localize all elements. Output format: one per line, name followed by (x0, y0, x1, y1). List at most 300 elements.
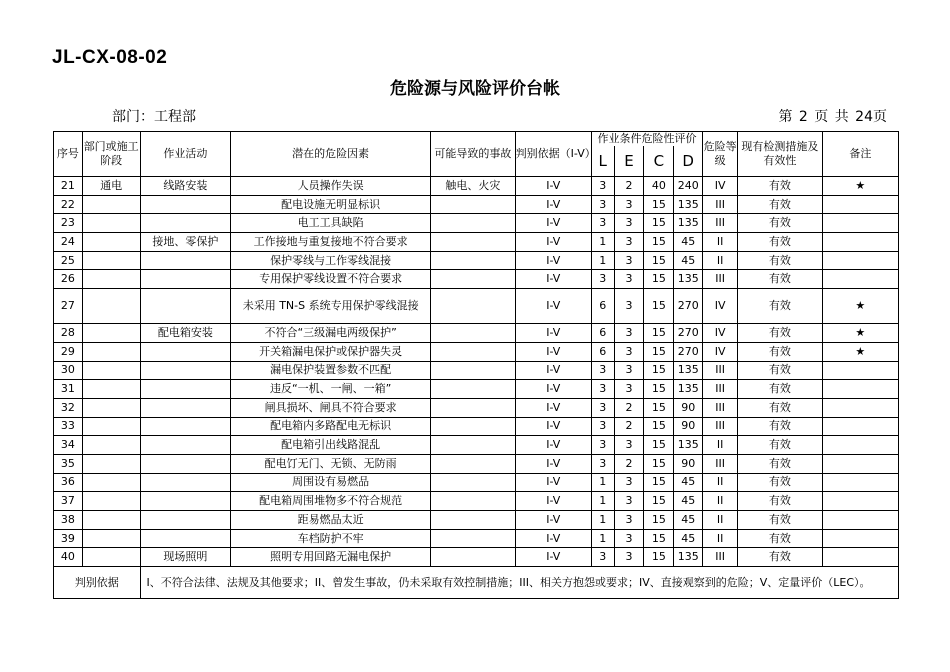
cell-level: IV (703, 289, 738, 324)
cell-stage (82, 548, 140, 567)
page-middle: 页 共 (814, 109, 849, 125)
table-row (54, 195, 899, 214)
cell-control: 有效 (738, 342, 823, 361)
cell-hazard: 照明专用回路无漏电保护 (231, 548, 431, 567)
cell-level: II (703, 473, 738, 492)
cell-D: 45 (674, 473, 703, 492)
cell-L: 6 (591, 289, 614, 324)
cell-stage (82, 380, 140, 399)
cell-accident: 触电、火灾 (431, 177, 516, 196)
cell-activity (140, 195, 231, 214)
cell-level: III (703, 548, 738, 567)
cell-E: 3 (614, 233, 644, 252)
cell-seq: 23 (54, 214, 83, 233)
cell-seq: 27 (54, 289, 83, 324)
cell-stage (82, 361, 140, 380)
document-code: JL-CX-08-02 (52, 47, 168, 68)
cell-accident (431, 270, 516, 289)
table-row (54, 177, 899, 196)
cell-level: II (703, 511, 738, 530)
table-row (54, 289, 899, 324)
cell-hazard: 未采用 TN-S 系统专用保护零线混接 (231, 289, 431, 324)
cell-D: 240 (674, 177, 703, 196)
cell-E: 3 (614, 342, 644, 361)
cell-level: IV (703, 177, 738, 196)
table-row (54, 473, 899, 492)
cell-remark: ★ (822, 324, 898, 343)
cell-L: 3 (591, 270, 614, 289)
cell-hazard: 保护零线与工作零线混接 (231, 251, 431, 270)
cell-control: 有效 (738, 492, 823, 511)
cell-E: 3 (614, 548, 644, 567)
cell-basis: I-V (515, 177, 591, 196)
cell-seq: 28 (54, 324, 83, 343)
header-stage: 部门或施工阶段 (82, 132, 140, 177)
cell-basis: I-V (515, 380, 591, 399)
cell-L: 1 (591, 233, 614, 252)
cell-C: 15 (644, 529, 674, 548)
page-indicator (778, 106, 887, 126)
page-current: 2 (798, 109, 808, 125)
cell-basis: I-V (515, 492, 591, 511)
cell-control: 有效 (738, 177, 823, 196)
cell-stage (82, 289, 140, 324)
cell-accident (431, 417, 516, 436)
cell-C: 15 (644, 511, 674, 530)
cell-hazard: 周围设有易燃品 (231, 473, 431, 492)
cell-seq: 24 (54, 233, 83, 252)
cell-remark: ★ (822, 289, 898, 324)
cell-seq: 39 (54, 529, 83, 548)
cell-basis: I-V (515, 270, 591, 289)
cell-hazard: 工作接地与重复接地不符合要求 (231, 233, 431, 252)
cell-activity (140, 473, 231, 492)
header-level: 危险等级 (703, 132, 738, 177)
cell-D: 135 (674, 436, 703, 455)
table-row (54, 454, 899, 473)
cell-hazard: 配电箱内多路配电无标识 (231, 417, 431, 436)
table-row (54, 380, 899, 399)
cell-hazard: 配电饤无门、无锁、无防雨 (231, 454, 431, 473)
table-row (54, 233, 899, 252)
cell-E: 3 (614, 529, 644, 548)
cell-L: 6 (591, 342, 614, 361)
cell-stage (82, 473, 140, 492)
cell-level: III (703, 195, 738, 214)
cell-control: 有效 (738, 454, 823, 473)
page-suffix: 页 (873, 109, 887, 125)
table-row (54, 529, 899, 548)
cell-level: IV (703, 324, 738, 343)
cell-C: 15 (644, 473, 674, 492)
cell-hazard: 闸具损坏、闸具不符合要求 (231, 398, 431, 417)
cell-hazard: 配电箱引出线路混乱 (231, 436, 431, 455)
cell-basis: I-V (515, 473, 591, 492)
header-L: L (591, 146, 614, 177)
cell-level: III (703, 398, 738, 417)
cell-L: 3 (591, 417, 614, 436)
cell-remark: ★ (822, 342, 898, 361)
cell-L: 3 (591, 454, 614, 473)
cell-accident (431, 342, 516, 361)
ledger-body (54, 177, 899, 567)
cell-seq: 29 (54, 342, 83, 361)
table-row (54, 361, 899, 380)
cell-control: 有效 (738, 289, 823, 324)
cell-E: 2 (614, 177, 644, 196)
cell-D: 45 (674, 251, 703, 270)
table-row (54, 511, 899, 530)
cell-level: III (703, 417, 738, 436)
cell-hazard: 违反“一机、一闸、一箱” (231, 380, 431, 399)
cell-D: 135 (674, 270, 703, 289)
cell-C: 15 (644, 398, 674, 417)
cell-activity (140, 214, 231, 233)
cell-level: II (703, 233, 738, 252)
cell-C: 15 (644, 436, 674, 455)
cell-hazard: 电工工具缺陷 (231, 214, 431, 233)
cell-remark (822, 436, 898, 455)
table-row (54, 342, 899, 361)
table-row (54, 270, 899, 289)
cell-control: 有效 (738, 251, 823, 270)
cell-L: 3 (591, 548, 614, 567)
cell-level: II (703, 492, 738, 511)
cell-control: 有效 (738, 270, 823, 289)
cell-D: 45 (674, 233, 703, 252)
cell-remark (822, 417, 898, 436)
cell-seq: 35 (54, 454, 83, 473)
cell-basis: I-V (515, 417, 591, 436)
cell-C: 15 (644, 251, 674, 270)
cell-C: 15 (644, 548, 674, 567)
cell-hazard: 开关箱漏电保护或保护器失灵 (231, 342, 431, 361)
cell-C: 15 (644, 270, 674, 289)
cell-control: 有效 (738, 214, 823, 233)
cell-E: 3 (614, 511, 644, 530)
cell-E: 3 (614, 195, 644, 214)
cell-basis: I-V (515, 289, 591, 324)
cell-C: 40 (644, 177, 674, 196)
table-row (54, 548, 899, 567)
cell-remark (822, 529, 898, 548)
cell-D: 135 (674, 361, 703, 380)
cell-basis: I-V (515, 195, 591, 214)
cell-activity (140, 454, 231, 473)
cell-seq: 36 (54, 473, 83, 492)
cell-accident (431, 529, 516, 548)
cell-basis: I-V (515, 324, 591, 343)
cell-L: 1 (591, 511, 614, 530)
header-accident: 可能导致的事故 (431, 132, 516, 177)
cell-L: 3 (591, 195, 614, 214)
cell-E: 3 (614, 270, 644, 289)
page-total: 24 (855, 109, 873, 125)
cell-control: 有效 (738, 324, 823, 343)
cell-accident (431, 233, 516, 252)
cell-stage (82, 251, 140, 270)
cell-remark (822, 473, 898, 492)
cell-D: 135 (674, 214, 703, 233)
cell-remark (822, 511, 898, 530)
cell-remark: ★ (822, 177, 898, 196)
cell-activity (140, 398, 231, 417)
header-basis: 判别依据（I-V） (515, 132, 591, 177)
cell-remark (822, 548, 898, 567)
cell-C: 15 (644, 417, 674, 436)
cell-basis: I-V (515, 454, 591, 473)
cell-accident (431, 195, 516, 214)
cell-seq: 21 (54, 177, 83, 196)
cell-activity (140, 436, 231, 455)
cell-basis: I-V (515, 511, 591, 530)
cell-remark (822, 195, 898, 214)
cell-activity: 线路安装 (140, 177, 231, 196)
cell-D: 135 (674, 380, 703, 399)
cell-level: II (703, 251, 738, 270)
cell-stage (82, 270, 140, 289)
cell-activity: 接地、零保护 (140, 233, 231, 252)
table-row (54, 324, 899, 343)
header-activity: 作业活动 (140, 132, 231, 177)
cell-C: 15 (644, 492, 674, 511)
cell-activity (140, 361, 231, 380)
cell-E: 3 (614, 492, 644, 511)
cell-E: 2 (614, 454, 644, 473)
cell-L: 1 (591, 492, 614, 511)
cell-stage (82, 436, 140, 455)
cell-activity (140, 342, 231, 361)
cell-L: 1 (591, 251, 614, 270)
cell-activity (140, 529, 231, 548)
cell-control: 有效 (738, 417, 823, 436)
cell-D: 135 (674, 548, 703, 567)
cell-C: 15 (644, 214, 674, 233)
cell-hazard: 专用保护零线设置不符合要求 (231, 270, 431, 289)
cell-level: III (703, 454, 738, 473)
cell-D: 270 (674, 324, 703, 343)
cell-L: 3 (591, 361, 614, 380)
cell-activity: 配电箱安装 (140, 324, 231, 343)
cell-seq: 25 (54, 251, 83, 270)
cell-remark (822, 492, 898, 511)
cell-basis: I-V (515, 361, 591, 380)
risk-ledger-table (53, 131, 899, 599)
cell-E: 3 (614, 436, 644, 455)
header-control: 现有检测措施及有效性 (738, 132, 823, 177)
cell-D: 90 (674, 454, 703, 473)
cell-C: 15 (644, 361, 674, 380)
cell-basis: I-V (515, 529, 591, 548)
cell-hazard: 车档防护不牢 (231, 529, 431, 548)
cell-activity (140, 492, 231, 511)
cell-C: 15 (644, 380, 674, 399)
cell-control: 有效 (738, 436, 823, 455)
cell-stage (82, 324, 140, 343)
cell-level: II (703, 436, 738, 455)
cell-remark (822, 270, 898, 289)
cell-C: 15 (644, 454, 674, 473)
cell-E: 3 (614, 214, 644, 233)
cell-remark (822, 251, 898, 270)
cell-stage (82, 195, 140, 214)
cell-accident (431, 380, 516, 399)
cell-activity: 现场照明 (140, 548, 231, 567)
cell-control: 有效 (738, 398, 823, 417)
table-row (54, 417, 899, 436)
cell-D: 45 (674, 529, 703, 548)
cell-level: III (703, 270, 738, 289)
cell-basis: I-V (515, 548, 591, 567)
cell-E: 2 (614, 417, 644, 436)
cell-activity (140, 289, 231, 324)
cell-L: 1 (591, 473, 614, 492)
cell-level: IV (703, 342, 738, 361)
page-prefix: 第 (778, 109, 793, 125)
cell-accident (431, 214, 516, 233)
cell-L: 3 (591, 177, 614, 196)
cell-remark (822, 398, 898, 417)
cell-L: 1 (591, 529, 614, 548)
cell-remark (822, 214, 898, 233)
cell-accident (431, 361, 516, 380)
cell-accident (431, 511, 516, 530)
cell-hazard: 人员操作失误 (231, 177, 431, 196)
cell-E: 3 (614, 473, 644, 492)
cell-C: 15 (644, 195, 674, 214)
header-C: C (644, 146, 674, 177)
cell-stage (82, 342, 140, 361)
cell-level: III (703, 361, 738, 380)
header-hazard: 潜在的危险因素 (231, 132, 431, 177)
cell-D: 45 (674, 511, 703, 530)
cell-D: 90 (674, 417, 703, 436)
department-label: 部门：工程部 (112, 109, 196, 125)
cell-seq: 22 (54, 195, 83, 214)
cell-activity (140, 251, 231, 270)
cell-E: 3 (614, 361, 644, 380)
cell-seq: 34 (54, 436, 83, 455)
cell-remark (822, 361, 898, 380)
header-D: D (674, 146, 703, 177)
cell-stage (82, 454, 140, 473)
cell-control: 有效 (738, 233, 823, 252)
cell-accident (431, 289, 516, 324)
cell-accident (431, 548, 516, 567)
cell-D: 90 (674, 398, 703, 417)
cell-E: 3 (614, 324, 644, 343)
cell-remark (822, 233, 898, 252)
table-row (54, 251, 899, 270)
cell-stage: 通电 (82, 177, 140, 196)
table-row (54, 214, 899, 233)
table-row (54, 436, 899, 455)
cell-L: 3 (591, 398, 614, 417)
cell-L: 3 (591, 436, 614, 455)
table-row (54, 492, 899, 511)
cell-seq: 31 (54, 380, 83, 399)
cell-activity (140, 511, 231, 530)
cell-C: 15 (644, 342, 674, 361)
table-row (54, 398, 899, 417)
cell-hazard: 距易燃品太近 (231, 511, 431, 530)
header-E: E (614, 146, 644, 177)
cell-stage (82, 529, 140, 548)
cell-control: 有效 (738, 361, 823, 380)
cell-L: 3 (591, 214, 614, 233)
header-remark: 备注 (822, 132, 898, 177)
cell-E: 2 (614, 398, 644, 417)
cell-remark (822, 454, 898, 473)
cell-basis: I-V (515, 233, 591, 252)
cell-activity (140, 380, 231, 399)
cell-D: 270 (674, 342, 703, 361)
cell-level: III (703, 214, 738, 233)
cell-stage (82, 511, 140, 530)
header-seq: 序号 (54, 132, 83, 177)
cell-control: 有效 (738, 380, 823, 399)
cell-stage (82, 398, 140, 417)
cell-accident (431, 324, 516, 343)
cell-accident (431, 492, 516, 511)
cell-basis: I-V (515, 251, 591, 270)
cell-level: II (703, 529, 738, 548)
cell-level: III (703, 380, 738, 399)
cell-seq: 38 (54, 511, 83, 530)
cell-stage (82, 233, 140, 252)
cell-E: 3 (614, 251, 644, 270)
cell-E: 3 (614, 380, 644, 399)
cell-C: 15 (644, 324, 674, 343)
cell-control: 有效 (738, 473, 823, 492)
cell-hazard: 配电设施无明显标识 (231, 195, 431, 214)
cell-basis: I-V (515, 214, 591, 233)
cell-D: 135 (674, 195, 703, 214)
cell-control: 有效 (738, 195, 823, 214)
cell-C: 15 (644, 233, 674, 252)
cell-accident (431, 454, 516, 473)
cell-stage (82, 417, 140, 436)
cell-basis: I-V (515, 342, 591, 361)
cell-hazard: 配电箱周围堆物多不符合规范 (231, 492, 431, 511)
cell-seq: 26 (54, 270, 83, 289)
cell-activity (140, 417, 231, 436)
cell-stage (82, 214, 140, 233)
cell-hazard: 不符合“三级漏电两级保护” (231, 324, 431, 343)
cell-seq: 33 (54, 417, 83, 436)
cell-basis: I-V (515, 398, 591, 417)
footer-label: 判别依据 (54, 567, 141, 599)
cell-remark (822, 380, 898, 399)
cell-D: 270 (674, 289, 703, 324)
cell-activity (140, 270, 231, 289)
cell-D: 45 (674, 492, 703, 511)
cell-control: 有效 (738, 529, 823, 548)
cell-C: 15 (644, 289, 674, 324)
cell-seq: 37 (54, 492, 83, 511)
document-title: 危险源与风险评价台帐 (390, 79, 560, 99)
cell-accident (431, 398, 516, 417)
cell-accident (431, 473, 516, 492)
cell-seq: 32 (54, 398, 83, 417)
cell-control: 有效 (738, 548, 823, 567)
cell-L: 6 (591, 324, 614, 343)
header-evaluation: 作业条件危险性评价 (591, 132, 702, 147)
cell-L: 3 (591, 380, 614, 399)
cell-seq: 30 (54, 361, 83, 380)
cell-basis: I-V (515, 436, 591, 455)
footer-basis-text: I、不符合法律、法规及其他要求；II、曾发生事故，仍未采取有效控制措施；III、相关方抱怨或要求；IV、直接观察到的危险；V、定量评价（LEC）。 (140, 567, 898, 599)
